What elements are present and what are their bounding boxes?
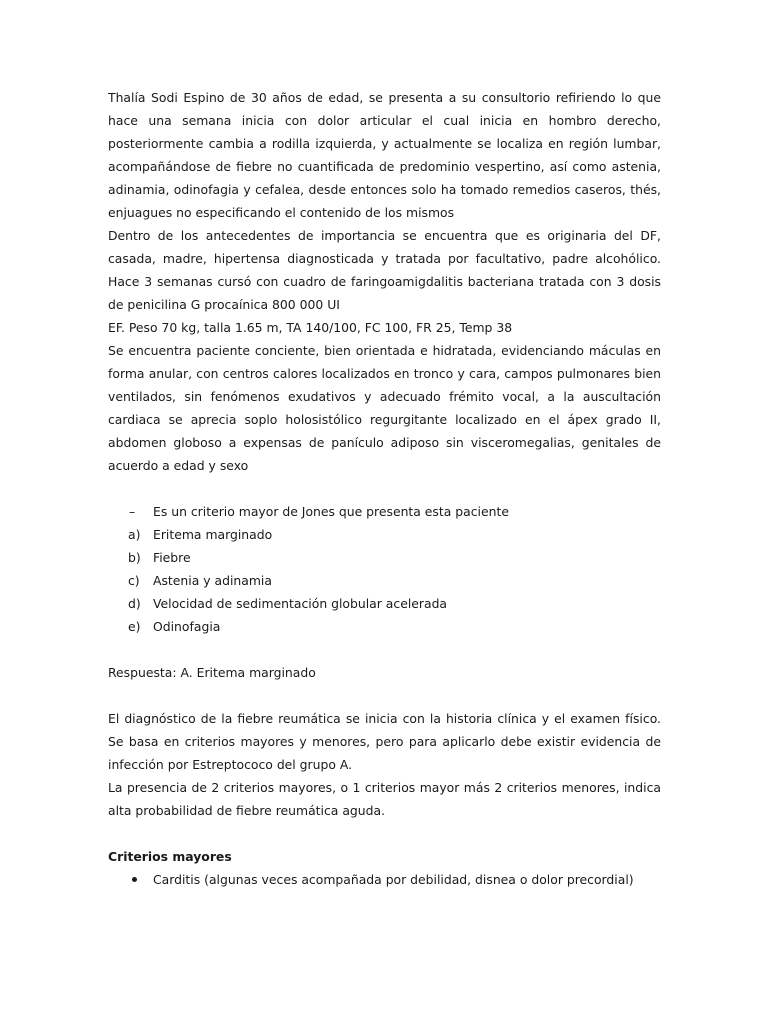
- option-b: [108, 546, 661, 569]
- question-list: [108, 500, 661, 638]
- bullet-icon: [132, 877, 137, 882]
- option-letter: a): [128, 527, 141, 542]
- case-paragraph-history: Thalía Sodi Espino de 30 años de edad, se presenta a su consultorio refiriendo lo que hace una semana inicia con dolor articular el cual inicia en hombro derecho, posteriormente cambia a rodilla izquierda, y actualmente se localiza en región lumbar, acompañándose de fiebre no cuantificada de predominio vespertino, así como astenia, adinamia, odinofagia y cefalea, desde entonces solo ha tomado remedios caseros, thés, enjuagues no especificando el contenido de los mismos: [108, 90, 661, 220]
- list-item: [108, 868, 661, 891]
- dash-marker: –: [129, 504, 136, 519]
- explanation-paragraph-diagnosis: El diagnóstico de la fiebre reumática se inicia con la historia clínica y el examen físico. Se basa en criterios mayores y menores, pero para aplicarlo debe existir evidencia de infección por Estreptococo del grupo A.: [108, 711, 661, 772]
- case-paragraph-vitals: EF. Peso 70 kg, talla 1.65 m, TA 140/100, FC 100, FR 25, Temp 38: [108, 320, 513, 335]
- option-a: [108, 523, 661, 546]
- option-text: Fiebre: [153, 550, 191, 565]
- option-text: Velocidad de sedimentación globular acelerada: [153, 596, 448, 611]
- option-letter: d): [128, 596, 141, 611]
- major-criteria-heading: Criterios mayores: [108, 849, 232, 864]
- answer-line: Respuesta: A. Eritema marginado: [108, 665, 316, 680]
- option-letter: c): [128, 573, 140, 588]
- option-e: [108, 615, 661, 638]
- spacer: [108, 638, 661, 661]
- option-text: Odinofagia: [153, 619, 221, 634]
- question-stem-text: Es un criterio mayor de Jones que presenta esta paciente: [153, 504, 509, 519]
- option-c: [108, 569, 661, 592]
- option-letter: b): [128, 550, 141, 565]
- option-letter: e): [128, 619, 141, 634]
- explanation-paragraph-criteria: La presencia de 2 criterios mayores, o 1 criterios mayor más 2 criterios menores, indica alta probabilidad de fiebre reumática aguda.: [108, 780, 661, 818]
- case-paragraph-background: Dentro de los antecedentes de importancia se encuentra que es originaria del DF, casada, madre, hipertensa diagnosticada y tratada por facultativo, padre alcohólico. Hace 3 semanas cursó con cuadro de faringoamigdalitis bacteriana tratada con 3 dosis de penicilina G procaínica 800 000 UI: [108, 228, 661, 312]
- case-paragraph-exam: Se encuentra paciente conciente, bien orientada e hidratada, evidenciando máculas en forma anular, con centros calores localizados en tronco y cara, campos pulmonares bien ventilados, sin fenómenos exudativos y adecuado frémito vocal, a la auscultación cardiaca se aprecia soplo holosistólico regurgitante localizado en el ápex grado II, abdomen globoso a expensas de panículo adiposo sin visceromegalias, genitales de acuerdo a edad y sexo: [108, 343, 661, 473]
- major-criteria-list: [108, 868, 661, 891]
- option-d: [108, 592, 661, 615]
- spacer: [108, 822, 661, 845]
- question-stem: [108, 500, 661, 523]
- document-page: [108, 86, 661, 891]
- major-criterion-text: Carditis (algunas veces acompañada por debilidad, disnea o dolor precordial): [153, 872, 634, 887]
- spacer: [108, 684, 661, 707]
- spacer: [108, 477, 661, 500]
- option-text: Eritema marginado: [153, 527, 273, 542]
- option-text: Astenia y adinamia: [153, 573, 272, 588]
